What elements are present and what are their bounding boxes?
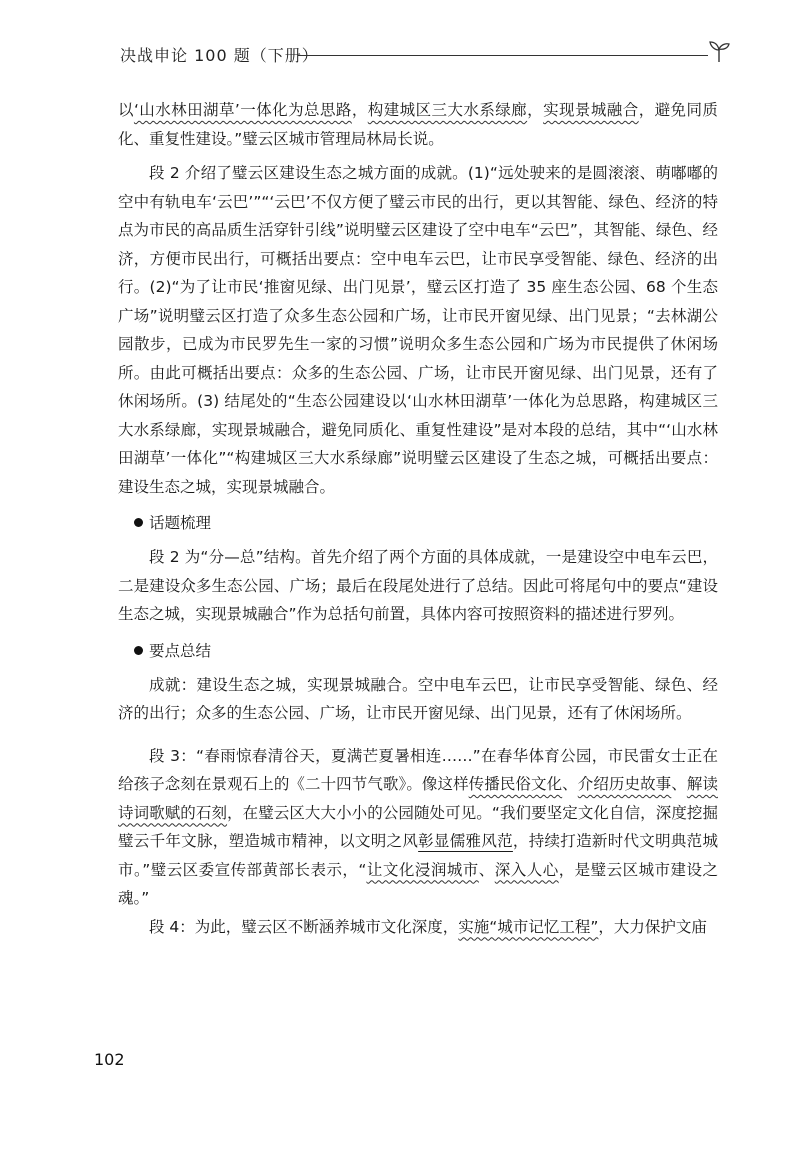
paragraph-material-3: 段 3：“春雨惊春清谷天，夏满芒夏暑相连……”在春华体育公园，市民雷女士正在给孩子念刻在景观石上的《二十四节气歌》。像这样传播民俗文化、介绍历史故事、解读诗词歌赋的石刻，在璧云区大大小小的公园随处可见。“我们要坚定文化自信，深度挖掘璧云千年文脉，塑造城市精神，以文明之风彰显儒雅风范，持续打造新时代文明典范城市。”璧云区委宣传部黄部长表示，“让文化浸润城市、深入人心，是璧云区城市建设之魂。” bbox=[118, 746, 718, 907]
paragraph-material-4: 段 4：为此，璧云区不断涵养城市文化深度，实施“城市记忆工程”，大力保护文庙 bbox=[149, 917, 707, 936]
header-rule bbox=[298, 55, 708, 56]
page-body bbox=[118, 96, 718, 941]
page-number: 102 bbox=[94, 1050, 125, 1069]
sprout-icon bbox=[706, 38, 732, 64]
bullet-dot-icon bbox=[134, 646, 143, 655]
paragraph-summary: 成就：建设生态之城，实现景城融合。空中电车云巴，让市民享受智能、绿色、经济的出行；众多的生态公园、广场，让市民开窗见绿、出门见景，还有了休闲场所。 bbox=[118, 675, 718, 722]
paragraph-topic: 段 2 为“分—总”结构。首先介绍了两个方面的具体成就，一是建设空中电车云巴，二是建设众多生态公园、广场；最后在段尾处进行了总结。因此可将尾句中的要点“建设生态之城，实现景城融合”作为总括句前置，具体内容可按照资料的描述进行罗列。 bbox=[118, 548, 718, 623]
section-heading-summary: 要点总结 bbox=[134, 639, 718, 663]
paragraph-quote-end: 以‘山水林田湖草’一体化为总思路，构建城区三大水系绿廊，实现景城融合，避免同质化、重复性建设。”璧云区城市管理局林局长说。 bbox=[118, 101, 718, 148]
section-heading-topic: 话题梳理 bbox=[134, 511, 718, 535]
header-title: 决战申论 100 题（下册） bbox=[120, 46, 319, 65]
bullet-dot-icon bbox=[134, 518, 143, 527]
running-header bbox=[120, 40, 732, 70]
paragraph-analysis: 段 2 介绍了璧云区建设生态之城方面的成就。(1)“远处驶来的是圆滚滚、萌嘟嘟的空中有轨电车‘云巴’”“‘云巴’不仅方便了璧云市民的出行，更以其智能、绿色、经济的特点为市民的高品质生活穿针引线”说明璧云区建设了空中电车“云巴”，其智能、绿色、经济，方便市民出行，可概括出要点：空中电车云巴，让市民享受智能、绿色、经济的出行。(2)“为了让市民‘推窗见绿、出门见景’，璧云区打造了 35 座生态公园、68 个生态广场”说明璧云区打造了众多生态公园和广场，让市民开窗见绿、出门见景；“去林湖公园散步，已成为市民罗先生一家的习惯”说明众多生态公园和广场为市民提供了休闲场所。由此可概括出要点：众多的生态公园、广场，让市民开窗见绿、出门见景，还有了休闲场所。(3) 结尾处的“生态公园建设以‘山水林田湖草’一体化为总思路，构建城区三大水系绿廊，实现景城融合，避免同质化、重复性建设”是对本段的总结，其中“‘山水林田湖草’一体化”“构建城区三大水系绿廊”说明璧云区建设了生态之城，可概括出要点：建设生态之城，实现景城融合。 bbox=[118, 164, 718, 496]
